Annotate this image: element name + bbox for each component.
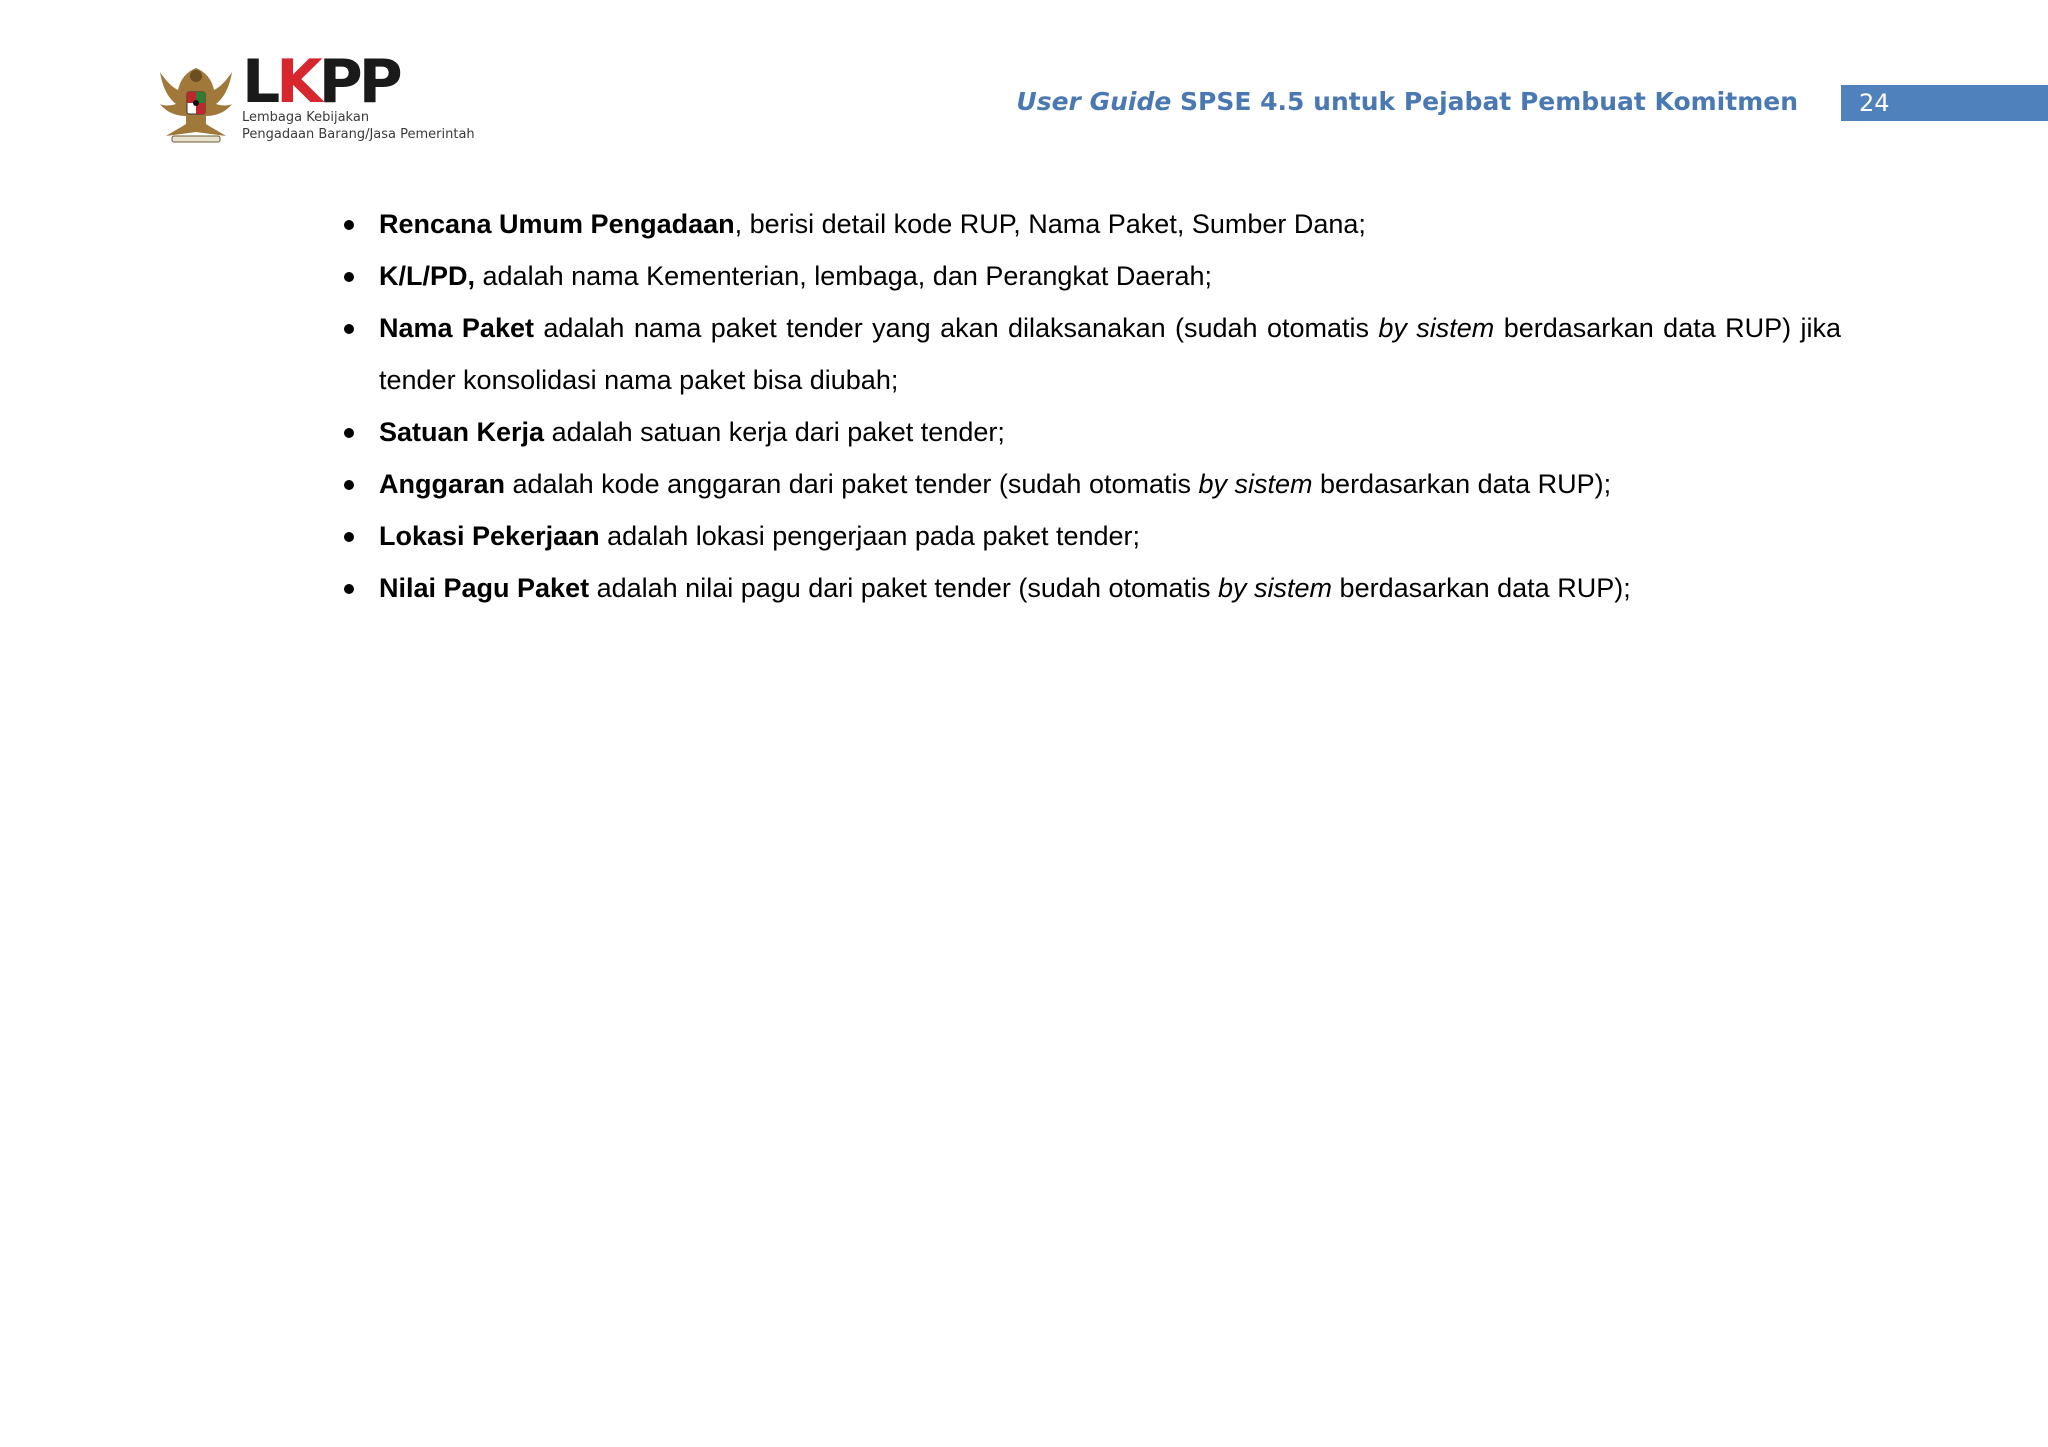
lkpp-logo: [156, 47, 496, 148]
item-description: adalah satuan kerja dari paket tender;: [544, 417, 1005, 447]
list-item: [336, 302, 1841, 406]
definition-list: [336, 198, 1841, 614]
item-description: , berisi detail kode RUP, Nama Paket, Sumber Dana;: [734, 209, 1366, 239]
item-description: adalah lokasi pengerjaan pada paket tender;: [599, 521, 1141, 551]
header-title-rest: SPSE 4.5 untuk Pejabat Pembuat Komitmen: [1171, 87, 1798, 116]
item-italic: by sistem: [1218, 573, 1333, 603]
item-italic: by sistem: [1198, 469, 1313, 499]
bullet-icon: [344, 584, 354, 594]
bullet-icon: [344, 532, 354, 542]
list-item: [336, 458, 1841, 510]
item-description-cont: berdasarkan data RUP) jika tender konsolidasi nama paket bisa diubah;: [379, 313, 1842, 395]
item-description-cont: berdasarkan data RUP);: [1332, 573, 1631, 603]
bullet-icon: [344, 480, 354, 490]
bullet-icon: [344, 428, 354, 438]
page-number-box: [1841, 85, 2048, 121]
bullet-icon: [344, 220, 354, 230]
logo-subtitle-line1: Lembaga Kebijakan: [242, 110, 370, 125]
item-term: Nilai Pagu Paket: [379, 573, 590, 603]
item-term: K/L/PD,: [379, 261, 476, 291]
item-term: Lokasi Pekerjaan: [379, 521, 600, 551]
list-item: [336, 510, 1841, 562]
list-item: [336, 562, 1841, 614]
item-italic: by sistem: [1378, 313, 1495, 343]
list-item: [336, 406, 1841, 458]
garuda-emblem-icon: [156, 62, 236, 144]
bullet-icon: [344, 324, 354, 334]
header-title-italic: User Guide: [1016, 87, 1172, 116]
item-description: adalah nama Kementerian, lembaga, dan Perangkat Daerah;: [475, 261, 1212, 291]
item-term: Satuan Kerja: [379, 417, 545, 447]
item-description-cont: berdasarkan data RUP);: [1312, 469, 1612, 499]
item-term: Rencana Umum Pengadaan: [379, 209, 735, 239]
item-term: Anggaran: [379, 469, 506, 499]
logo-letter-l: L: [242, 47, 277, 117]
item-term: Nama Paket: [379, 313, 534, 343]
document-header-title: [1016, 87, 1798, 116]
item-description: adalah kode anggaran dari paket tender (sudah otomatis: [505, 469, 1199, 499]
logo-letters-pp: PP: [318, 47, 399, 117]
list-item: [336, 250, 1841, 302]
logo-wordmark: [242, 47, 399, 117]
logo-letter-k: K: [276, 47, 319, 117]
item-description: adalah nilai pagu dari paket tender (sudah otomatis: [589, 573, 1219, 603]
bullet-icon: [344, 272, 354, 282]
document-body: [336, 198, 1841, 614]
logo-subtitle-line2: Pengadaan Barang/Jasa Pemerintah: [242, 127, 475, 142]
item-description: adalah nama paket tender yang akan dilaksanakan (sudah otomatis: [533, 313, 1379, 343]
page-number: 24: [1859, 89, 1890, 117]
list-item: [336, 198, 1841, 250]
